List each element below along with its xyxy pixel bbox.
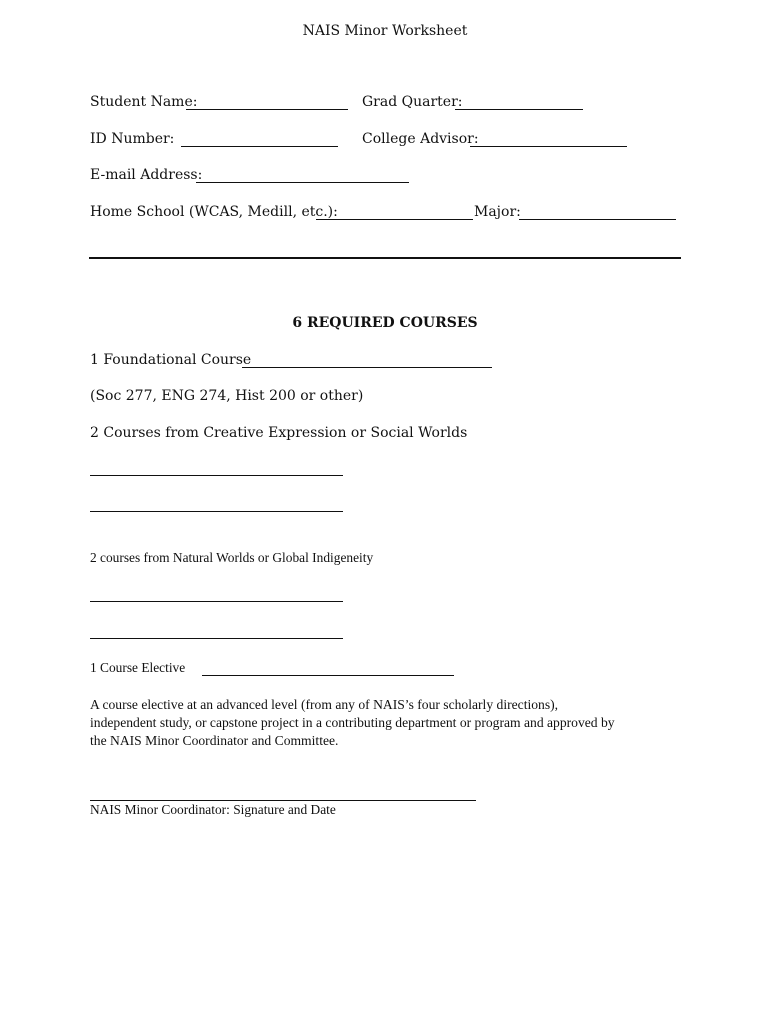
major-field[interactable] (519, 219, 676, 220)
foundational-course-label: 1 Foundational Course (90, 352, 252, 368)
email-field[interactable] (196, 182, 409, 183)
signature-label: NAIS Minor Coordinator: Signature and Date (90, 802, 336, 817)
elective-description (90, 696, 690, 750)
natural-global-field-2[interactable] (90, 638, 343, 639)
foundational-course-field[interactable] (242, 367, 492, 368)
elective-description-line-3: the NAIS Minor Coordinator and Committee. (90, 733, 339, 748)
section-divider (89, 257, 681, 259)
signature-field[interactable] (90, 800, 476, 801)
home-school-label: Home School (WCAS, Medill, etc.): (90, 204, 338, 220)
course-elective-field[interactable] (202, 675, 454, 676)
creative-social-label: 2 Courses from Creative Expression or Social Worlds (90, 425, 468, 441)
grad-quarter-field[interactable] (455, 109, 583, 110)
natural-global-field-1[interactable] (90, 601, 343, 602)
student-name-field[interactable] (186, 109, 348, 110)
home-school-field[interactable] (316, 219, 473, 220)
foundational-course-note: (Soc 277, ENG 274, Hist 200 or other) (90, 388, 364, 404)
natural-global-label: 2 courses from Natural Worlds or Global Indigeneity (90, 550, 374, 565)
elective-description-line-1: A course elective at an advanced level (from any of NAIS’s four scholarly directions), (90, 697, 559, 712)
college-advisor-field[interactable] (470, 146, 627, 147)
student-name-label: Student Name: (90, 94, 198, 110)
creative-social-field-2[interactable] (90, 511, 343, 512)
creative-social-field-1[interactable] (90, 475, 343, 476)
elective-description-line-2: independent study, or capstone project in a contributing department or program and approved by (90, 715, 615, 730)
grad-quarter-label: Grad Quarter: (362, 94, 463, 110)
email-label: E-mail Address: (90, 167, 203, 183)
id-number-label: ID Number: (90, 131, 175, 147)
id-number-field[interactable] (181, 146, 338, 147)
college-advisor-label: College Advisor: (362, 131, 479, 147)
page-title: NAIS Minor Worksheet (302, 23, 468, 39)
required-courses-heading: 6 REQUIRED COURSES (292, 315, 478, 331)
major-label: Major: (474, 204, 521, 220)
course-elective-label: 1 Course Elective (90, 660, 186, 675)
